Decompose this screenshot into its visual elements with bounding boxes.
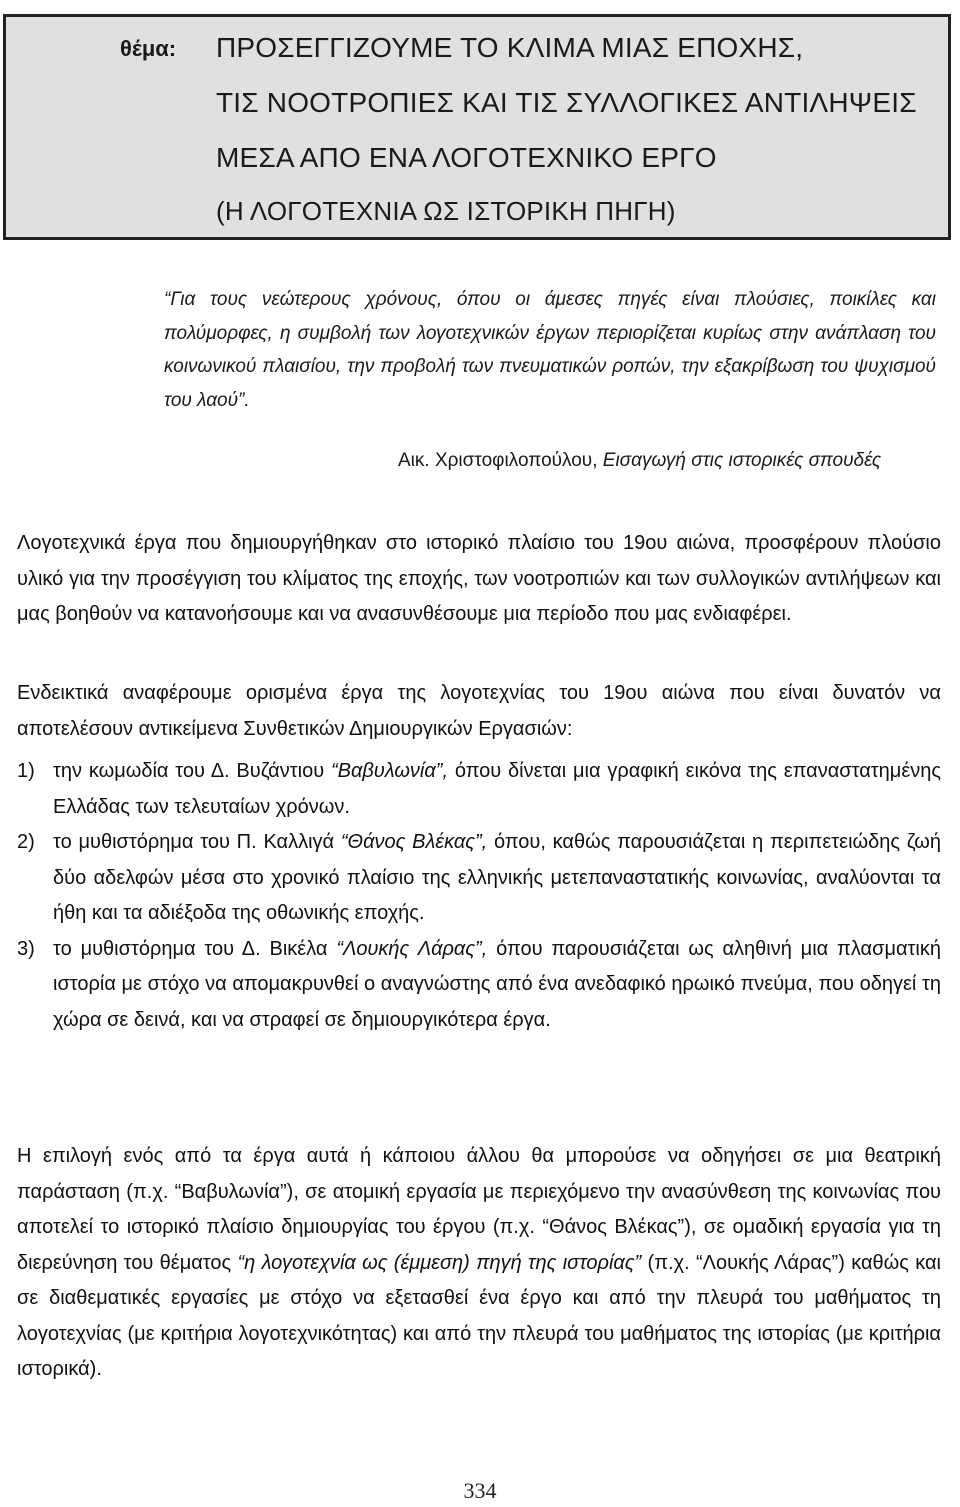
quote-author: Αικ. Χριστοφιλοπούλου, (398, 450, 598, 471)
list-item-number: 1) (17, 760, 35, 782)
list-item-number: 2) (17, 831, 35, 853)
closing-text: Η επιλογή ενός από τα έργα αυτά ή κάποιου άλλου θα μπορούσε να οδηγήσει σε μια θεατρική παράσταση (π.χ. “Βαβυλωνία”), σε ατομική εργασία με περιεχόμενο την ανασύνθεση της κοινωνίας που αποτελεί το ιστορικό πλαίσιο δημιουργίας του έργου (π.χ. “Θάνος Βλέκας”), σε ομαδική εργασία για τη διερεύνηση του θέματος (17, 1145, 941, 1274)
title-line-3: ΜΕΣΑ ΑΠΟ ΕΝΑ ΛΟΓΟΤΕΧΝΙΚΟ ΕΡΓΟ (216, 142, 717, 173)
examples-intro-paragraph: Ενδεικτικά αναφέρουμε ορισμένα έργα της λογοτεχνίας του 19ου αιώνα που είναι δυνατόν να αποτελέσουν αντικείμενα Συνθετικών Δημιουργικών Εργασιών: (17, 682, 941, 740)
quote-source: Εισαγωγή στις ιστορικές σπουδές (602, 450, 882, 471)
title-line-1: ΠΡΟΣΕΓΓΙΖΟΥΜΕ ΤΟ ΚΛΙΜΑ ΜΙΑΣ ΕΠΟΧΗΣ, (216, 32, 804, 63)
closing-text: (π.χ. “Λουκής Λάρας”) καθώς και σε διαθεματικές εργασίες με στόχο να εξετασθεί ένα έργο και από την πλευρά του μαθήματος τη λογοτεχνίας (με κριτήρια λογοτεχνικότητας) και από την πλευρά του μαθήματος της ιστορίας (με κριτήρια ιστορικά). (17, 1251, 941, 1380)
title-line-2: ΤΙΣ ΝΟΟΤΡΟΠΙΕΣ ΚΑΙ ΤΙΣ ΣΥΛΛΟΓΙΚΕΣ ΑΝΤΙΛΗΨΕΙΣ (216, 87, 917, 118)
quote-attribution (398, 450, 881, 472)
topic-label: θέμα: (120, 36, 177, 61)
list-item-text: το μυθιστόρημα του Δ. Βικέλα (53, 937, 337, 960)
works-list (17, 754, 941, 1038)
list-item-text: την κωμωδία του Δ. Βυζάντιου (53, 760, 331, 782)
work-title: “Βαβυλωνία”, (330, 760, 448, 782)
list-item (17, 825, 941, 932)
work-title: “Θάνος Βλέκας”, (340, 831, 488, 853)
page-number: 334 (463, 1478, 497, 1503)
list-item-text: όπου παρουσιάζεται ως αληθινή μια πλασματική ιστορία με στόχο να απομακρυνθεί ο αναγνώστης από ένα ανεδαφικό ηρωικό πνεύμα, που οδηγεί τη χώρα σε δεινά, και να στραφεί σε δημιουργικότερα έργα. (53, 937, 941, 1031)
closing-emphasis: “η λογοτεχνία ως (έμμεση) πηγή της ιστορίας” (237, 1251, 642, 1274)
work-title: “Λουκής Λάρας”, (336, 937, 488, 960)
list-item-text: όπου δίνεται μια γραφική εικόνα της επαναστατημένης Ελλάδας των τελευταίων χρόνων. (53, 760, 942, 818)
epigraph-quote: “Για τους νεώτερους χρόνους, όπου οι άμεσες πηγές είναι πλούσιες, ποικίλες και πολύμορφες, η συμβολή των λογοτεχνικών έργων περιορίζεται κυρίως στην ανάπλαση του κοινωνικού πλαισίου, την προβολή των πνευματικών ροπών, την εξακρίβωση του ψυχισμού του λαού”. (164, 289, 936, 411)
list-item-number: 3) (17, 937, 35, 960)
intro-paragraph: Λογοτεχνικά έργα που δημιουργήθηκαν στο ιστορικό πλαίσιο του 19ου αιώνα, προσφέρουν πλούσιο υλικό για την προσέγγιση του κλίματος της εποχής, των νοοτροπιών και των συλλογικών αντιλήψεων και μας βοηθούν να κατανοήσουμε και να ανασυνθέσουμε μια περίοδο που μας ενδιαφέρει. (17, 532, 941, 625)
list-item (17, 932, 941, 1039)
closing-paragraph (17, 1139, 941, 1388)
list-item-text: όπου, καθώς παρουσιάζεται η περιπετειώδης ζωή δύο αδελφών μέσα στο χρονικό πλαίσιο της ελληνικής μετεπαναστατικής κοινωνίας, αναλύονται τα ήθη και τα αδιέξοδα της οθωνικής εποχής. (53, 831, 941, 924)
list-item (17, 754, 941, 825)
title-line-4: (Η ΛΟΓΟΤΕΧΝΙΑ ΩΣ ΙΣΤΟΡΙΚΗ ΠΗΓΗ) (216, 196, 676, 226)
list-item-text: το μυθιστόρημα του Π. Καλλιγά (53, 831, 341, 853)
